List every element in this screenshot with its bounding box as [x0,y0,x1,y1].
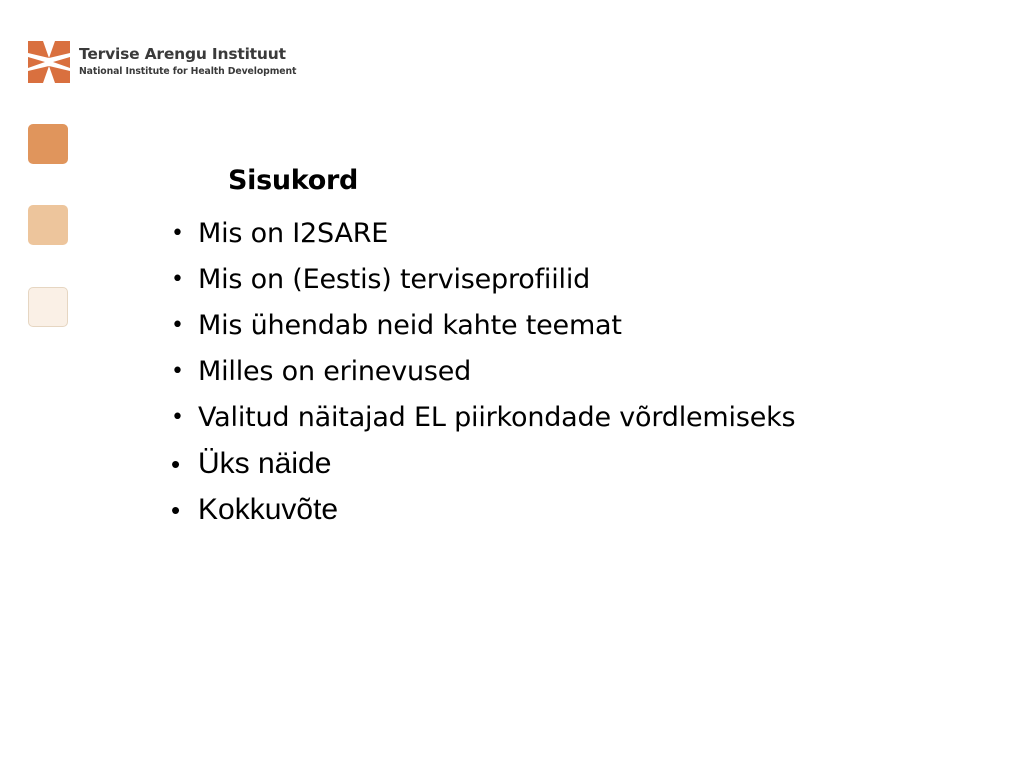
logo-subtitle: National Institute for Health Development [79,66,297,78]
bullet-dot-icon: • [171,449,181,479]
bullet-item [171,257,795,303]
bullet-item [171,395,795,441]
swatch-dark-orange [28,124,68,164]
logo-mark-icon [28,41,70,83]
swatch-cream [28,287,68,327]
bullet-item [171,441,795,487]
bullet-dot-icon: • [171,359,184,384]
bullet-item [171,303,795,349]
bullet-text: Kokkuvõte [198,493,339,526]
bullet-text: Valitud näitajad EL piirkondade võrdlemiseks [198,402,796,433]
bullet-text: Mis on I2SARE [198,218,389,249]
bullet-text: Mis on (Eestis) terviseprofiilid [198,264,591,295]
bullet-text: Milles on erinevused [198,356,472,387]
bullet-text: Üks näide [198,447,332,480]
bullet-dot-icon: • [171,495,181,525]
swatch-light-orange [28,205,68,245]
bullet-dot-icon: • [171,405,184,430]
bullet-dot-icon: • [171,221,184,246]
logo-name: Tervise Arengu Instituut [79,44,286,63]
slide-title: Sisukord [228,165,359,196]
logo-text [79,44,297,78]
bullet-dot-icon: • [171,267,184,292]
bullet-text: Mis ühendab neid kahte teemat [198,310,622,341]
bullet-item [171,487,795,533]
bullet-dot-icon: • [171,313,184,338]
bullet-list [171,211,795,533]
bullet-item [171,349,795,395]
bullet-item [171,211,795,257]
logo [28,41,296,83]
